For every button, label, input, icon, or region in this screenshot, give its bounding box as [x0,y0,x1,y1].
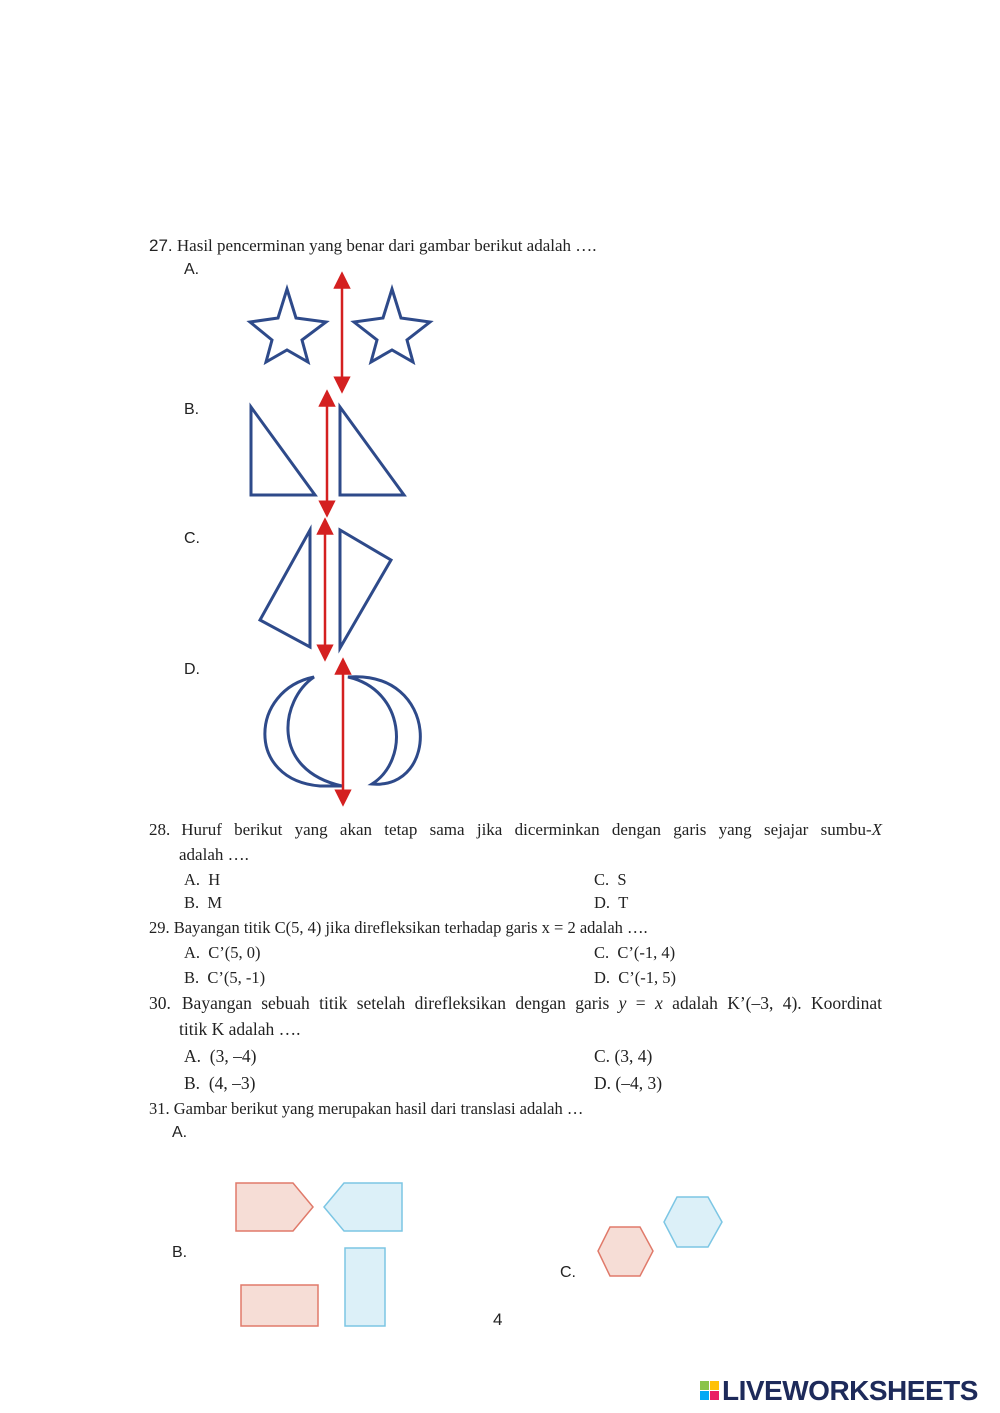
crescent-left [265,677,342,786]
question-number: 27. [149,236,173,255]
q30-option-b[interactable]: B. (4, –3) [184,1073,256,1093]
rectangle-blue [345,1248,385,1326]
q29-option-b[interactable]: B. C’(5, -1) [184,968,266,987]
q29-option-a[interactable]: A. C’(5, 0) [184,943,261,962]
question-30: 30. Bayangan sebuah titik setelah direfleksikan dengan garis y = x adalah K’(–3, 4). Koordinat [149,993,882,1013]
q28-option-c[interactable]: C. S [594,870,627,889]
q31-option-a-label: A. [172,1124,188,1141]
question-28-line2: adalah …. [179,845,249,864]
q28-option-b[interactable]: B. M [184,893,223,912]
q30-option-d[interactable]: D. (–4, 3) [594,1073,663,1093]
q28-option-a[interactable]: A. H [184,870,221,889]
question-30-line2: titik K adalah …. [179,1019,301,1039]
q28-option-d[interactable]: D. T [594,893,629,912]
hexagon-blue [664,1197,722,1247]
triangle-left-b [251,407,315,495]
question-text: Bayangan titik C(5, 4) jika direfleksikan terhadap garis x = 2 adalah …. [173,918,648,937]
pentagon-red-b [236,1183,313,1231]
q30-option-c[interactable]: C. (3, 4) [594,1046,653,1066]
question-number: 31. [149,1099,170,1118]
question-text: Hasil pencerminan yang benar dari gambar berikut adalah …. [176,236,597,255]
q29-option-c[interactable]: C. C’(-1, 4) [594,943,676,962]
question-text: Gambar berikut yang merupakan hasil dari translasi adalah … [173,1099,584,1118]
question-29 [149,918,648,938]
option-a-label: A. [184,261,200,278]
page-number: 4 [493,1310,503,1329]
brand-logo: LIVEWORKSHEETS [722,1375,978,1406]
q29-option-d[interactable]: D. C’(-1, 5) [594,968,677,987]
question-number: 28. [149,820,171,839]
q30-option-a[interactable]: A. (3, –4) [184,1046,257,1066]
liveworksheets-logo-icon [700,1381,719,1400]
star-right [354,289,430,362]
hexagon-red [598,1227,653,1276]
triangle-right-b [340,407,404,495]
option-c-label: C. [184,530,200,547]
star-left [250,289,326,362]
crescent-right [348,677,420,785]
question-number: 29. [149,918,170,937]
question-28 [149,820,882,840]
triangle-right-c [340,530,391,648]
axis-label: X [871,820,882,839]
option-d-label: D. [184,661,200,678]
question-number: 30. [149,993,171,1013]
option-b-label: B. [184,401,200,418]
q31-option-c-label: C. [560,1264,576,1281]
question-31 [149,1099,583,1119]
question-text: Huruf berikut yang akan tetap sama jika dicerminkan dengan garis yang sejajar sumbu- [181,820,872,839]
q31-option-b-label: B. [172,1244,188,1261]
pentagon-blue-b [324,1183,402,1231]
triangle-left-c [260,530,310,647]
rectangle-red [241,1285,318,1326]
